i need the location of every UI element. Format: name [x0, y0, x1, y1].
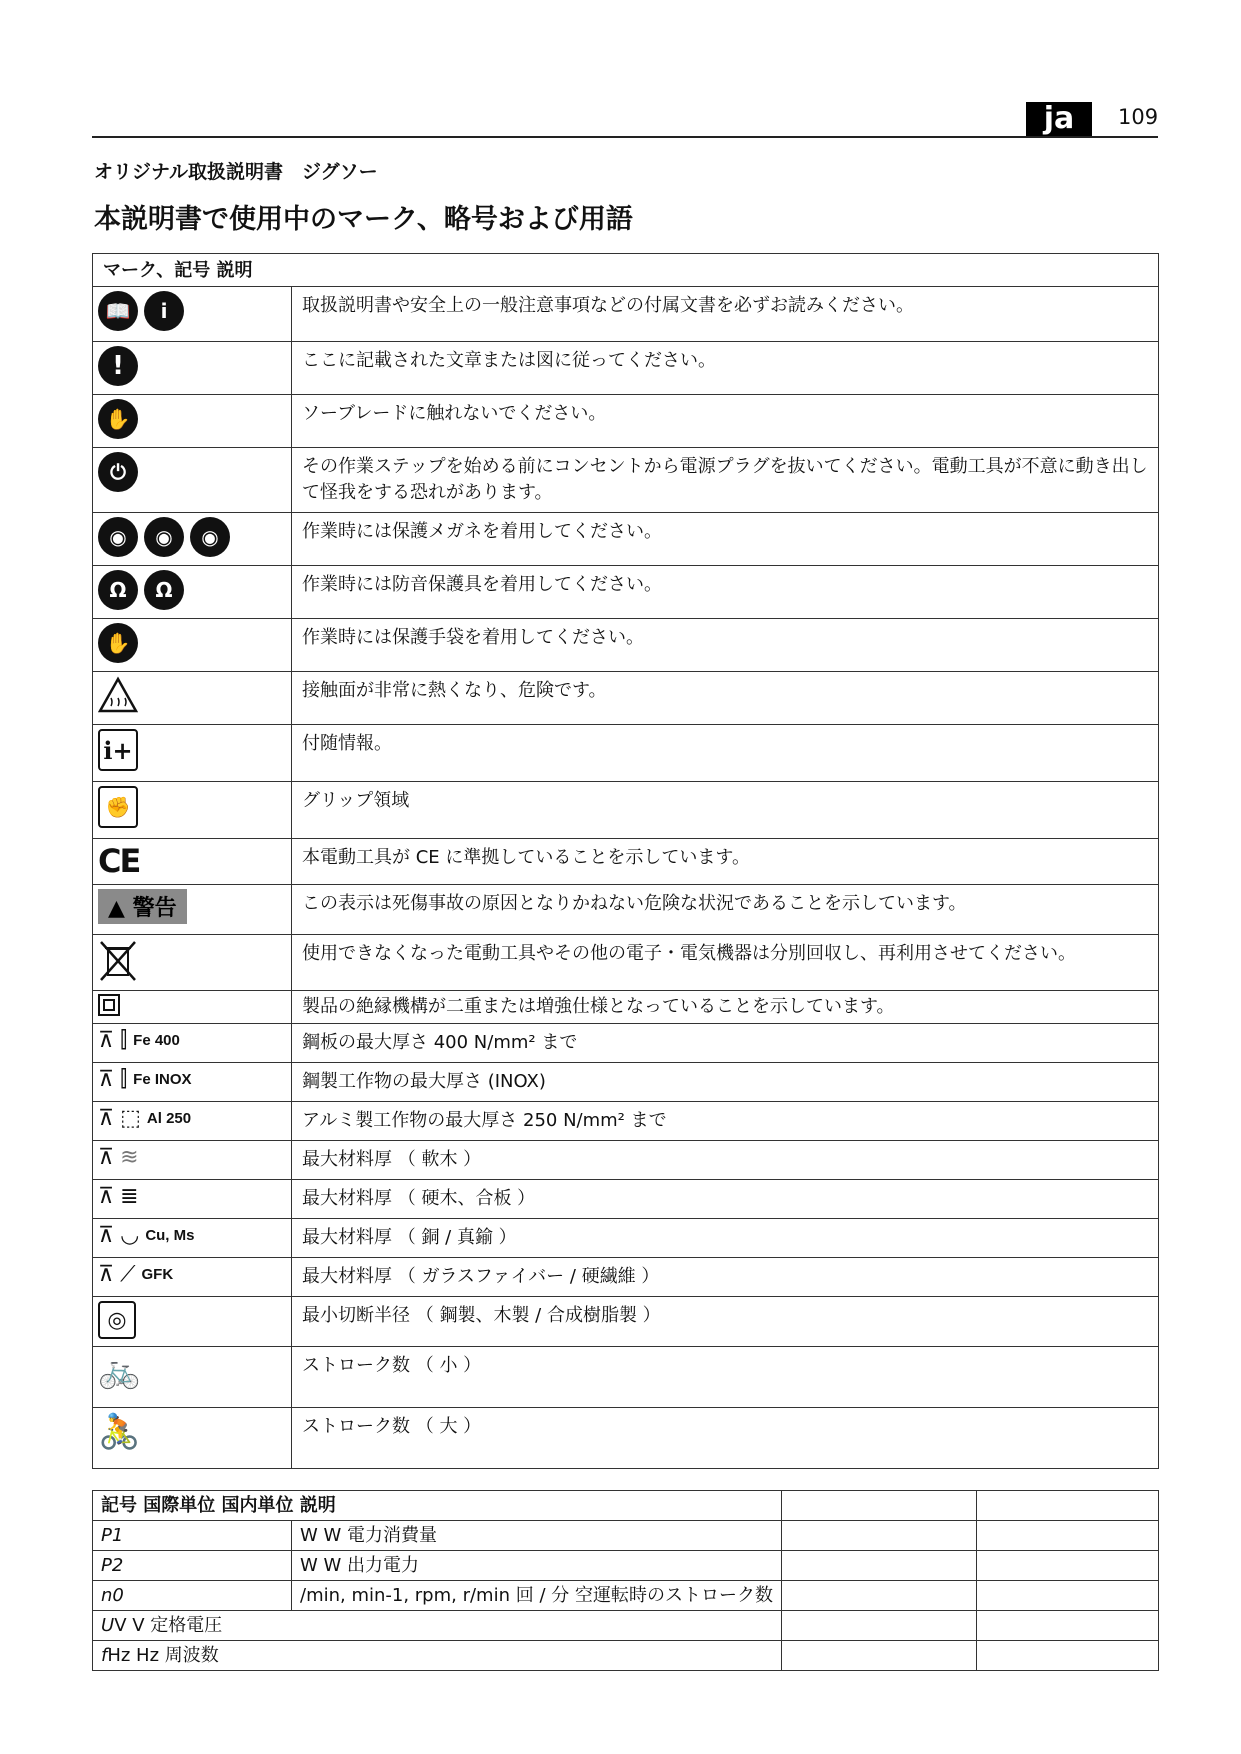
exclamation-icon: !	[98, 346, 138, 386]
ce-mark-icon: CE	[98, 842, 140, 880]
thickness-icon: ⊼	[98, 1223, 115, 1248]
steel-thickness-icon: ⫿	[120, 1028, 128, 1053]
row-text: W W 電力消費量	[292, 1521, 782, 1551]
row-text: その作業ステップを始める前にコンセントから電源プラグを抜いてください。電動工具が不意に動き出して怪我をする恐れがあります。	[292, 448, 1159, 513]
hot-surface-icon	[98, 676, 138, 714]
table-row	[93, 1347, 1159, 1408]
material-label: Al 250	[146, 1110, 192, 1127]
table-row	[93, 1258, 1159, 1297]
table-row	[93, 935, 1159, 991]
row-text: 製品の絶縁機構が二重または増強仕様となっていることを示しています。	[292, 991, 1159, 1024]
weee-bin-icon	[98, 939, 138, 983]
copper-thickness-icon: ◡	[120, 1223, 140, 1248]
table-header: 記号 国際単位 国内単位 説明	[93, 1491, 782, 1521]
hardwood-thickness-icon: ≣	[120, 1184, 139, 1209]
table-row	[93, 885, 1159, 935]
material-label: Fe INOX	[133, 1071, 192, 1088]
table-row	[93, 782, 1159, 839]
table-row	[93, 839, 1159, 885]
material-label: Fe 400	[133, 1032, 180, 1049]
table-row	[93, 991, 1159, 1024]
warning-triangle-icon: ▲	[108, 896, 125, 921]
table-row	[93, 619, 1159, 672]
manual-book-icon: i	[144, 291, 184, 331]
table-row	[93, 1297, 1159, 1347]
row-text: Hz Hz 周波数	[107, 1645, 219, 1666]
inox-thickness-icon: ⫿	[120, 1067, 128, 1092]
table-row	[93, 342, 1159, 395]
cutting-radius-icon: ◎	[98, 1301, 136, 1339]
do-not-touch-blade-icon: ✋	[98, 399, 138, 439]
table-header-row	[93, 1491, 1159, 1521]
softwood-thickness-icon: ≋	[120, 1145, 139, 1170]
language-tag: ja	[1026, 102, 1092, 136]
table-row	[93, 1521, 1159, 1551]
row-text: W W 出力電力	[292, 1551, 782, 1581]
earmuff-icon: Ω	[144, 570, 184, 610]
row-text: /min, min-1, rpm, r/min 回 / 分 空運転時のストローク数	[292, 1581, 782, 1611]
table-row	[93, 513, 1159, 566]
marks-table	[92, 253, 1159, 1469]
row-text: ここに記載された文章または図に従ってください。	[292, 342, 1159, 395]
info-icon: i+	[98, 729, 138, 771]
table-row	[93, 1408, 1159, 1469]
table-row	[93, 566, 1159, 619]
table-row	[93, 1611, 1159, 1641]
thickness-icon: ⊼	[98, 1184, 115, 1209]
material-label: Cu, Ms	[145, 1227, 195, 1244]
page-number: 109	[1118, 105, 1159, 129]
table-row	[93, 1641, 1159, 1671]
thickness-icon: ⊼	[98, 1145, 115, 1170]
warning-label: 警告	[132, 896, 177, 921]
row-text: この表示は死傷事故の原因となりかねない危険な状況であることを示しています。	[292, 885, 1159, 935]
thickness-icon: ⊼	[98, 1262, 115, 1287]
goggles-icon: ◉	[190, 517, 230, 557]
gfk-thickness-icon: ⟋	[120, 1262, 136, 1287]
fast-bicycle-icon: 🚴	[98, 1412, 141, 1452]
table-row	[93, 1063, 1159, 1102]
unit-symbol: P2	[93, 1551, 292, 1581]
row-text: 取扱説明書や安全上の一般注意事項などの付属文書を必ずお読みください。	[292, 287, 1159, 342]
table-row	[93, 1024, 1159, 1063]
row-text: 鋼板の最大厚さ 400 N/mm² まで	[292, 1024, 1159, 1063]
row-text: 最小切断半径 （ 鋼製、木製 / 合成樹脂製 ）	[292, 1297, 1159, 1347]
row-text: ストローク数 （ 大 ）	[292, 1408, 1159, 1469]
row-text: 使用できなくなった電動工具やその他の電子・電気機器は分別回収し、再利用させてください。	[292, 935, 1159, 991]
table-row	[93, 672, 1159, 725]
table-row	[93, 1180, 1159, 1219]
double-insulation-icon	[98, 994, 120, 1016]
read-manual-icon: 📖	[98, 291, 138, 331]
table-row	[93, 287, 1159, 342]
unit-symbol: n0	[93, 1581, 292, 1611]
row-text: 鋼製工作物の最大厚さ (INOX)	[292, 1063, 1159, 1102]
eye-protection-icon: ◉	[98, 517, 138, 557]
row-text: 最大材料厚 （ 硬木、合板 ）	[292, 1180, 1159, 1219]
table-row	[93, 448, 1159, 513]
thickness-icon: ⊼	[98, 1028, 115, 1053]
page-title: 本説明書で使用中のマーク、略号および用語	[94, 204, 633, 235]
table-row	[93, 1219, 1159, 1258]
gloves-icon: ✋	[98, 623, 138, 663]
document-subtitle: オリジナル取扱説明書 ジグソー	[94, 161, 378, 183]
row-text: 作業時には保護手袋を着用してください。	[292, 619, 1159, 672]
unit-symbol: f	[101, 1645, 108, 1666]
aluminium-thickness-icon: ⬚	[120, 1106, 141, 1131]
row-text: 最大材料厚 （ 軟木 ）	[292, 1141, 1159, 1180]
table-row	[93, 1141, 1159, 1180]
thickness-icon: ⊼	[98, 1106, 115, 1131]
warning-label-icon	[98, 889, 187, 924]
row-text: 接触面が非常に熱くなり、危険です。	[292, 672, 1159, 725]
row-text: グリップ領域	[292, 782, 1159, 839]
row-text: 作業時には保護メガネを着用してください。	[292, 513, 1159, 566]
header-rule	[92, 136, 1158, 138]
row-text: 作業時には防音保護具を着用してください。	[292, 566, 1159, 619]
table-header: マーク、記号 説明	[93, 254, 1159, 287]
row-text: ソーブレードに触れないでください。	[292, 395, 1159, 448]
unplug-icon: ⏻	[98, 452, 138, 492]
units-table	[92, 1490, 1159, 1671]
row-text: アルミ製工作物の最大厚さ 250 N/mm² まで	[292, 1102, 1159, 1141]
table-row	[93, 1102, 1159, 1141]
row-text: 本電動工具が CE に準拠していることを示しています。	[292, 839, 1159, 885]
row-text: 最大材料厚 （ 銅 / 真鍮 ）	[292, 1219, 1159, 1258]
unit-symbol: U	[101, 1615, 115, 1636]
table-row	[93, 1551, 1159, 1581]
slow-bicycle-icon: 🚲	[98, 1351, 141, 1391]
unit-symbol: P1	[93, 1521, 292, 1551]
ear-protection-icon: Ω	[98, 570, 138, 610]
table-row	[93, 395, 1159, 448]
face-shield-icon: ◉	[144, 517, 184, 557]
grip-area-icon: ✊	[98, 786, 138, 828]
row-text: 最大材料厚 （ ガラスファイバー / 硬繊維 ）	[292, 1258, 1159, 1297]
material-label: GFK	[141, 1266, 174, 1283]
row-text: V V 定格電圧	[114, 1615, 223, 1636]
table-row	[93, 725, 1159, 782]
table-row	[93, 1581, 1159, 1611]
thickness-icon: ⊼	[98, 1067, 115, 1092]
table-header-row	[93, 254, 1159, 287]
row-text: ストローク数 （ 小 ）	[292, 1347, 1159, 1408]
row-text: 付随情報。	[292, 725, 1159, 782]
